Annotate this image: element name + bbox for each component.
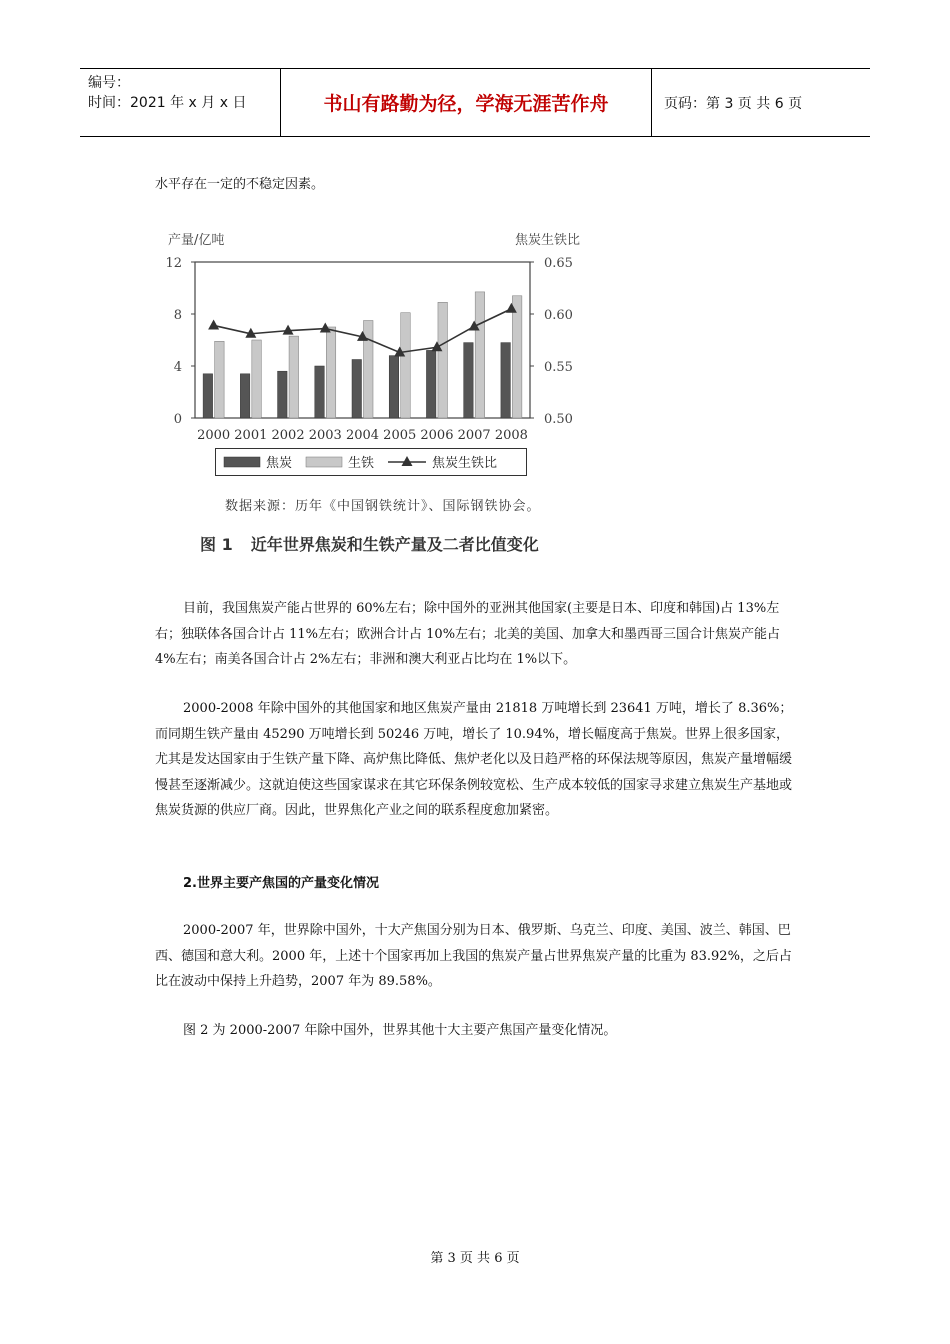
bar-pig-iron [326,327,336,418]
bar-coke [315,366,325,418]
figure-caption [200,532,539,555]
x-tick-label: 2000 [197,428,231,443]
y-axis-right-label: 焦炭生铁比 [515,233,581,248]
figure-caption-text: 近年世界焦炭和生铁产量及二者比值变化 [250,535,539,554]
bar-coke [464,343,474,418]
y-tick-left: 4 [173,360,182,375]
legend-swatch-coke [224,457,260,467]
y-tick-left: 12 [165,256,182,271]
document-date: 时间：2021 年 x 月 x 日 [88,95,247,111]
bar-pig-iron [252,340,262,418]
x-tick-label: 2007 [457,428,491,443]
x-tick-label: 2003 [308,428,342,443]
bar-coke [389,356,399,418]
y-tick-right: 0.50 [544,412,573,427]
y-tick-right: 0.65 [544,256,573,271]
x-tick-label: 2002 [271,428,305,443]
page-footer: 第 3 页 共 6 页 [430,1251,520,1266]
bar-pig-iron [215,341,225,418]
chart-legend [215,448,527,476]
ratio-point [208,319,219,329]
y-tick-right: 0.60 [544,308,573,323]
paragraph-1: 目前，我国焦炭产能占世界的 60%左右；除中国外的亚洲其他国家(主要是日本、印度和韩国)占 13%左右；独联体各国合计占 11%左右；欧洲合计占 10%左右；北美的美国、加拿大和墨西哥三国合计焦炭产能占 4%左右；南美各国合计占 2%左右；非洲和澳大利亚占比均在 1%以下。 [155,601,781,667]
x-tick-label: 2001 [234,428,268,443]
document-number-label: 编号： [88,75,130,91]
coke-iron-chart [160,220,600,450]
x-tick-label: 2004 [345,428,380,443]
figure-1 [160,220,600,565]
figure-source: 数据来源：历年《中国钢铁统计》、国际钢铁协会。 [225,499,541,514]
header-motto: 书山有路勤为径，学海无涯苦作舟 [281,69,652,136]
y-tick-right: 0.55 [544,360,573,375]
legend-items [216,449,526,475]
legend-marker-ratio [402,456,413,466]
paragraph-2: 2000-2008 年除中国外的其他国家和地区焦炭产量由 21818 万吨增长到 23641 万吨，增长了 8.36%；而同期生铁产量由 45290 万吨增长到 50246 万吨，增长了 10.94%，增长幅度高于焦炭。世界上很多国家，尤其是发达国家由于生铁产量下降、高炉焦比降低、焦炉老化以及日趋严格的环保法规等原因，焦炭产量增幅缓慢甚至逐渐减少。这就迫使这些国家谋求在其它环保条例较宽松、生产成本较低的国家寻求建立焦炭生产基地或焦炭货源的供应厂商。因此，世界焦化产业之间的联系程度愈加紧密。 [155,701,793,818]
paragraph-3: 2000-2007 年，世界除中国外，十大产焦国分别为日本、俄罗斯、乌克兰、印度、美国、波兰、韩国、巴西、德国和意大利。2000 年，上述十个国家再加上我国的焦炭产量占世界焦炭产量的比重为 83.92%，之后占比在波动中保持上升趋势，2007 年为 89.58%。 [155,923,792,989]
legend-label-coke: 焦炭 [266,456,293,471]
bar-coke [240,374,250,418]
x-tick-label: 2006 [420,428,454,443]
x-tick-label: 2005 [383,428,417,443]
legend-label-ratio: 焦炭生铁比 [432,456,498,471]
page-header [80,68,870,137]
section-heading: 2.世界主要产焦国的产量变化情况 [183,876,379,891]
header-page-number: 页码：第 3 页 共 6 页 [664,95,803,112]
intro-line: 水平存在一定的不稳定因素。 [155,177,325,192]
figure-caption-number: 图 1 [200,535,233,554]
legend-label-pig-iron: 生铁 [348,456,375,471]
header-meta [80,69,281,136]
x-tick-label: 2008 [494,428,528,443]
bar-coke [203,374,213,418]
bar-pig-iron [438,302,448,418]
bar-pig-iron [401,313,411,418]
bar-coke [352,360,362,419]
bar-coke [278,371,288,418]
bar-pig-iron [289,336,299,418]
y-tick-left: 8 [173,308,182,323]
paragraph-4: 图 2 为 2000-2007 年除中国外，世界其他十大主要产焦国产量变化情况。 [183,1023,617,1038]
y-tick-left: 0 [173,412,182,427]
y-axis-left-label: 产量/亿吨 [168,233,225,248]
bar-coke [426,350,436,418]
bar-pig-iron [512,296,522,418]
bar-pig-iron [364,321,374,419]
bar-coke [501,343,511,418]
bar-pig-iron [475,292,485,418]
legend-swatch-pig-iron [306,457,342,467]
